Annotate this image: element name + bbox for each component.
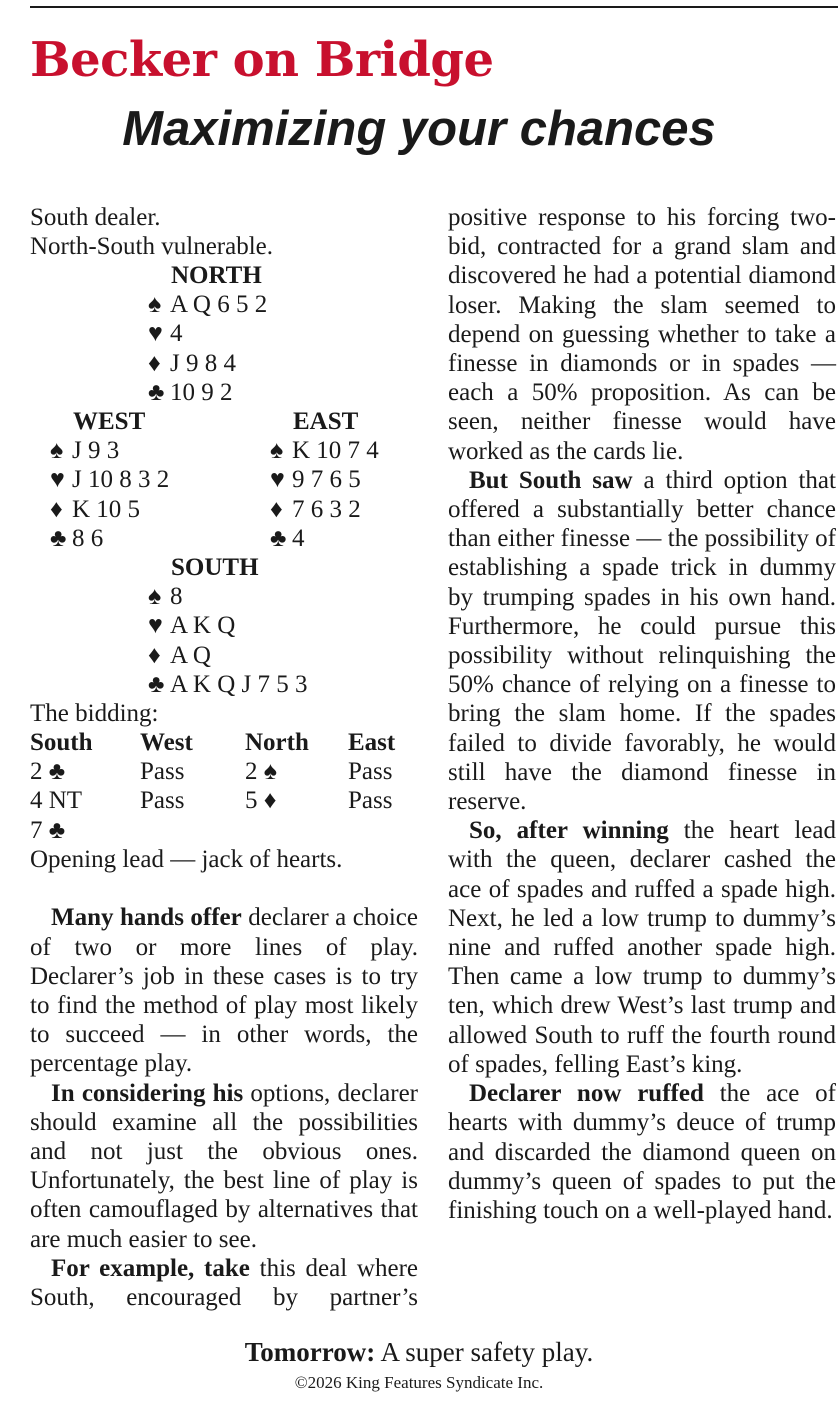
heart-icon: ♥ [50,466,65,494]
north-label: NORTH [171,262,262,290]
masthead: Becker on Bridge [30,32,494,88]
east-clubs: ♣ 4 [270,525,305,553]
copyright: ©2026 King Features Syndicate Inc. [294,1373,544,1392]
club-icon: ♣ [148,671,165,699]
paragraph: So, after winning the heart lead with the queen, declarer cashed the ace of spades and ruffed a spade high. Next, he led a low trump to dummy’s nine and ruffed another spade high. Then came a low trump to dummy’s ten, which drew West’s last trump and allowed South to ruff the fourth round of spades, felling East’s king. [448,817,836,1078]
west-clubs: ♣ 8 6 [50,525,104,553]
north-spades: ♠ A Q 6 5 2 [148,291,268,319]
north-clubs: ♣ 10 9 2 [148,379,233,407]
east-hearts: ♥ 9 7 6 5 [270,466,361,494]
spade-icon: ♠ [270,437,284,465]
tomorrow-teaser: Tomorrow: A super safety play. [244,1337,594,1367]
dealer-line: South dealer. [30,204,161,231]
heart-icon: ♥ [148,612,163,640]
heart-icon: ♥ [270,466,285,494]
diamond-icon: ♦ [148,642,161,670]
south-label: SOUTH [171,554,259,582]
paragraph: In considering his options, declarer should examine all the possibilities and not just the obvious ones. Unfortunately, the best line of play is often camouflaged by alternatives that are much easier to see. [30,1079,418,1253]
west-diamonds: ♦ K 10 5 [50,496,141,524]
spade-icon: ♠ [50,437,64,465]
headline: Maximizing your chances [122,102,716,156]
spade-icon: ♠ [148,583,162,611]
paragraph: But South saw a third option that offered a substantially better chance than either finesse — the possibility of establishing a spade trick in dummy by trumping spades in his own hand. Furthermore, he could pursue this possibility without relinquishing the 50% chance of relying on a finesse to bring the slam home. If the spades failed to divide favorably, he would still have the diamond finesse in reserve. [448,466,836,816]
top-rule [30,6,838,8]
bid-cell: Pass [348,787,393,815]
club-icon: ♣ [270,525,287,553]
right-column [448,203,836,1225]
west-spades: ♠ J 9 3 [50,437,120,465]
west-hearts: ♥ J 10 8 3 2 [50,466,170,494]
bid-header-north: North [245,729,309,757]
south-spades: ♠ 8 [148,583,183,611]
bidding-title: The bidding: [30,700,159,728]
paragraph: Many hands offer declarer a choice of two or more lines of play. Declarer’s job in these cases is to try to find the method of play most likely to succeed — in other words, the percentage play. [30,904,418,1078]
bid-cell: 2 ♣ [30,758,66,786]
south-diamonds: ♦ A Q [148,642,211,670]
diamond-icon: ♦ [50,496,63,524]
north-hearts: ♥ 4 [148,320,183,348]
vulnerability-line: North-South vulnerable. [30,233,274,261]
club-icon: ♣ [50,525,67,553]
east-spades: ♠ K 10 7 4 [270,437,379,465]
bid-cell: 4 NT [30,787,83,815]
diamond-icon: ♦ [148,350,161,378]
east-label: EAST [293,408,359,436]
east-diamonds: ♦ 7 6 3 2 [270,496,361,524]
bid-header-south: South [30,729,93,757]
paragraph-continued: positive response to his forcing two-bid, contracted for a grand slam and discovered he had a potential diamond loser. Making the slam seemed to depend on guessing whether to take a finesse in diamonds or in spades — each a 50% proposition. As can be seen, neither finesse would have worked as the cards lie. [448,204,836,465]
west-label: WEST [73,408,146,436]
club-icon: ♣ [148,379,165,407]
diamond-icon: ♦ [270,496,283,524]
bid-cell: 7 ♣ [30,817,66,845]
bid-header-west: West [140,729,193,757]
paragraph: For example, take this deal where South, encouraged by partner’s [30,1254,418,1312]
bid-cell: Pass [348,758,393,786]
south-hearts: ♥ A K Q [148,612,236,640]
north-diamonds: ♦ J 9 8 4 [148,350,236,378]
spade-icon: ♠ [148,291,162,319]
heart-icon: ♥ [148,320,163,348]
bid-cell: Pass [140,758,185,786]
opening-lead: Opening lead — jack of hearts. [30,846,343,874]
bid-cell: Pass [140,787,185,815]
bid-cell: 5 ♦ [245,787,277,815]
left-column [30,203,418,1312]
bidding-table [30,728,418,903]
bid-cell: 2 ♠ [245,758,278,786]
deal-diagram [30,261,418,728]
south-clubs: ♣ A K Q J 7 5 3 [148,671,308,699]
bid-header-east: East [348,729,396,757]
paragraph: Declarer now ruffed the ace of hearts with dummy’s deuce of trump and discarded the diamond queen on dummy’s queen of spades to put the finishing touch on a well-played hand. [448,1080,837,1224]
